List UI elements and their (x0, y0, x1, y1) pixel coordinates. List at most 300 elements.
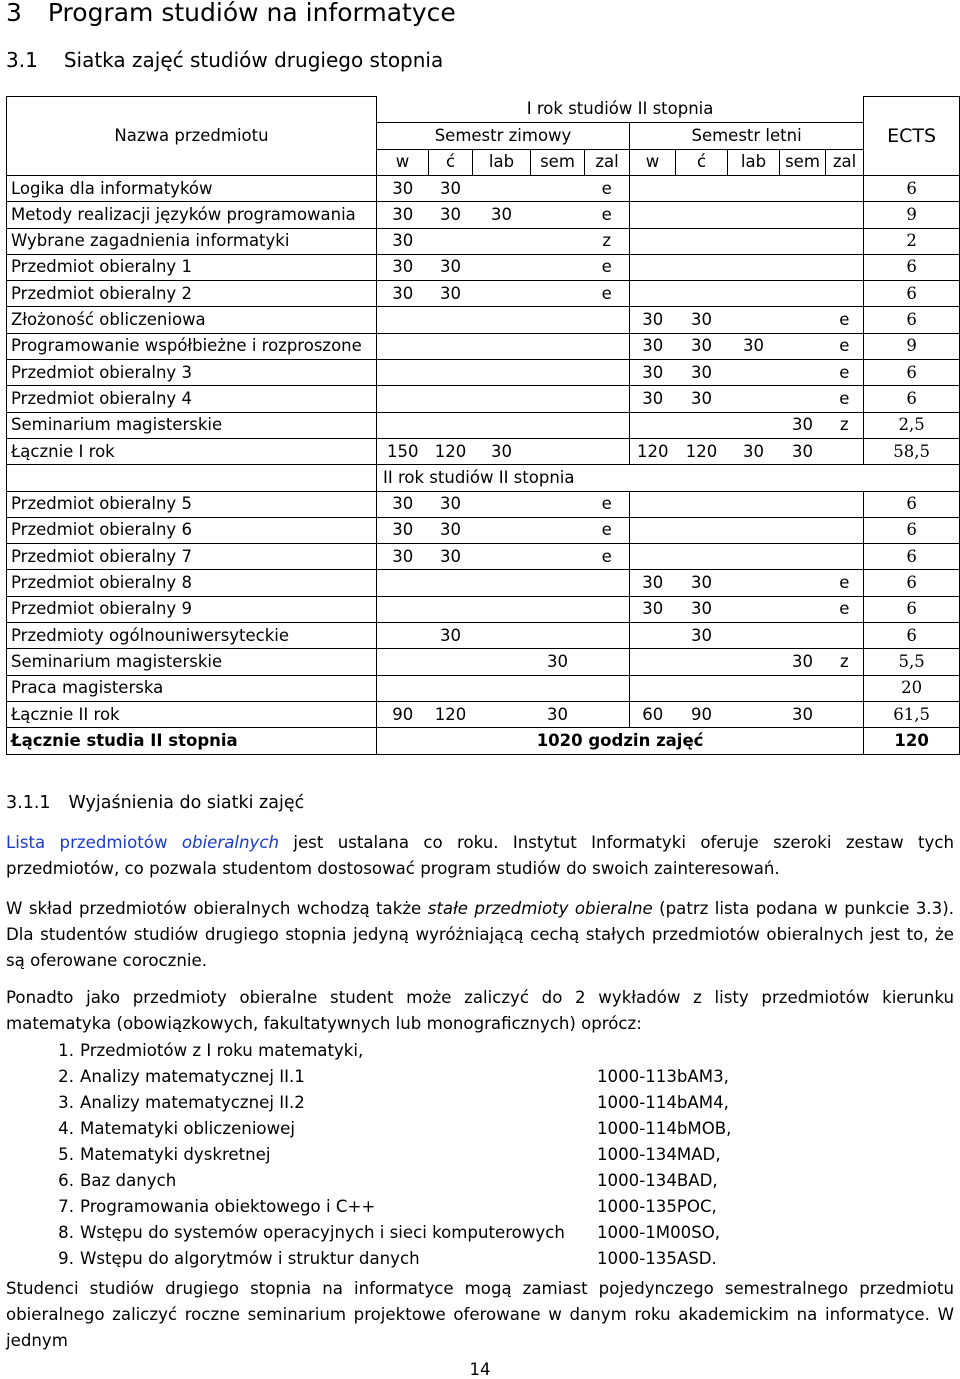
hours-cell: 30 (377, 491, 429, 517)
hours-cell: e (585, 491, 630, 517)
total-ects: 120 (864, 728, 960, 754)
empty-cell (7, 465, 377, 491)
hours-cell: 30 (377, 517, 429, 543)
hours-cell: z (585, 228, 630, 254)
table-row (7, 202, 960, 228)
hours-cell (826, 623, 864, 649)
hours-cell: 30 (429, 517, 473, 543)
list-number: 3. (58, 1093, 74, 1112)
hours-cell (377, 386, 429, 412)
hours-cell (585, 701, 630, 727)
hours-cell (377, 675, 429, 701)
chapter-title: Program studiów na informatyce (47, 0, 456, 27)
hours-cell: 30 (676, 360, 728, 386)
course-code: 1000-135POC, (597, 1197, 717, 1216)
hours-cell: 30 (676, 570, 728, 596)
hours-cell (676, 675, 728, 701)
hours-cell (531, 254, 585, 280)
subject-name: Przedmiot obieralny 7 (7, 544, 377, 570)
elective-link[interactable]: obieralnych (181, 833, 279, 852)
hours-cell: 30 (676, 623, 728, 649)
hours-cell (728, 176, 780, 202)
subject-name: Złożoność obliczeniowa (7, 307, 377, 333)
course-code: 1000-114bMOB, (597, 1119, 732, 1138)
course-name: Analizy matematycznej II.1 (80, 1067, 305, 1086)
hours-cell (473, 307, 531, 333)
course-name: Programowania obiektowego i C++ (80, 1197, 376, 1216)
list-number: 4. (58, 1119, 74, 1138)
hours-cell (676, 491, 728, 517)
table-row (7, 649, 960, 675)
hours-cell (728, 307, 780, 333)
course-code: 1000-134MAD, (597, 1145, 721, 1164)
hours-cell (676, 517, 728, 543)
hours-cell: 30 (728, 333, 780, 359)
hours-cell (728, 623, 780, 649)
hours-cell: 150 (377, 438, 429, 464)
hours-cell (377, 412, 429, 438)
hours-cell (780, 517, 826, 543)
ects-cell: 6 (864, 623, 960, 649)
hours-cell: 30 (630, 307, 676, 333)
subject-name: Praca magisterska (7, 675, 377, 701)
hours-cell (473, 649, 531, 675)
list-number: 6. (58, 1171, 74, 1190)
hours-cell (826, 675, 864, 701)
hours-cell (585, 623, 630, 649)
year2-label: II rok studiów II stopnia (377, 465, 960, 491)
list-number: 9. (58, 1249, 74, 1268)
hours-cell: e (826, 386, 864, 412)
hours-cell: 30 (676, 596, 728, 622)
hours-cell (377, 649, 429, 675)
hours-cell: 30 (676, 333, 728, 359)
paragraph-1 (6, 830, 954, 882)
hours-cell (473, 675, 531, 701)
hours-cell (780, 675, 826, 701)
subject-name: Przedmiot obieralny 4 (7, 386, 377, 412)
course-code: 1000-114bAM4, (597, 1093, 729, 1112)
table-row (7, 228, 960, 254)
hours-cell: 30 (630, 333, 676, 359)
hours-cell: 30 (429, 254, 473, 280)
hours-cell (826, 517, 864, 543)
list-number: 1. (58, 1041, 74, 1060)
hours-cell (826, 544, 864, 570)
hours-cell: 90 (676, 701, 728, 727)
hours-cell (531, 517, 585, 543)
hours-cell: 30 (630, 386, 676, 412)
hours-cell (728, 649, 780, 675)
ects-cell: 2,5 (864, 412, 960, 438)
hours-cell (473, 596, 531, 622)
table-row (7, 570, 960, 596)
hours-cell (473, 412, 531, 438)
hours-cell (473, 570, 531, 596)
subject-name: Przedmiot obieralny 1 (7, 254, 377, 280)
hours-cell: 30 (630, 596, 676, 622)
hours-cell (676, 649, 728, 675)
hours-cell (780, 623, 826, 649)
hours-cell (473, 360, 531, 386)
hours-cell (630, 412, 676, 438)
hours-cell (780, 570, 826, 596)
hours-cell: e (826, 570, 864, 596)
hours-cell (531, 228, 585, 254)
elective-list-link[interactable]: Lista przedmiotów (6, 833, 168, 852)
paragraph-4: Studenci studiów drugiego stopnia na informatyce mogą zamiast pojedynczego semestralnego przedmiotu obieralnego zaliczyć roczne seminarium projektowe oferowane w danym roku akademickim na informatyce. W jednym (6, 1279, 954, 1350)
hours-cell: 30 (377, 254, 429, 280)
hours-cell (630, 228, 676, 254)
hours-cell (826, 176, 864, 202)
hours-cell (585, 360, 630, 386)
hours-cell (531, 623, 585, 649)
hours-cell (377, 570, 429, 596)
list-number: 7. (58, 1197, 74, 1216)
course-code: 1000-134BAD, (597, 1171, 718, 1190)
header-ects: ECTS (864, 97, 960, 176)
course-name: Matematyki obliczeniowej (80, 1119, 295, 1138)
hours-cell: 30 (429, 281, 473, 307)
header-col-winter-3: sem (531, 149, 585, 176)
hours-cell (728, 386, 780, 412)
hours-cell (728, 281, 780, 307)
hours-cell (728, 675, 780, 701)
hours-cell (473, 701, 531, 727)
hours-cell (780, 360, 826, 386)
ects-cell: 20 (864, 675, 960, 701)
subject-name: Przedmiot obieralny 8 (7, 570, 377, 596)
hours-cell (826, 202, 864, 228)
hours-cell (377, 307, 429, 333)
hours-cell (826, 491, 864, 517)
hours-cell (780, 596, 826, 622)
hours-cell: 30 (473, 438, 531, 464)
hours-cell (676, 544, 728, 570)
subject-name: Przedmiot obieralny 9 (7, 596, 377, 622)
hours-cell (377, 623, 429, 649)
header-col-summer-7: lab (728, 149, 780, 176)
hours-cell (676, 281, 728, 307)
ects-cell: 6 (864, 281, 960, 307)
hours-cell (780, 386, 826, 412)
header-col-summer-6: ć (676, 149, 728, 176)
list-item (40, 1116, 731, 1142)
hours-cell (473, 254, 531, 280)
table-row (7, 176, 960, 202)
section-title: Siatka zajęć studiów drugiego stopnia (63, 48, 444, 72)
ects-cell: 2 (864, 228, 960, 254)
table-row (7, 254, 960, 280)
ects-cell: 9 (864, 202, 960, 228)
hours-cell (728, 491, 780, 517)
hours-cell: z (826, 412, 864, 438)
hours-cell (531, 176, 585, 202)
hours-cell (780, 333, 826, 359)
hours-cell (630, 202, 676, 228)
chapter-heading (6, 0, 456, 27)
hours-cell: 120 (630, 438, 676, 464)
table-row (7, 675, 960, 701)
subject-name: Metody realizacji języków programowania (7, 202, 377, 228)
hours-cell (429, 386, 473, 412)
hours-cell: 30 (429, 544, 473, 570)
list-item (40, 1038, 731, 1064)
header-col-winter-2: lab (473, 149, 531, 176)
excluded-courses-list (40, 1038, 731, 1272)
ects-cell: 6 (864, 360, 960, 386)
course-name: Wstępu do systemów operacyjnych i sieci komputerowych (80, 1223, 565, 1242)
list-item (40, 1220, 731, 1246)
hours-cell: 30 (429, 623, 473, 649)
hours-cell: 30 (377, 176, 429, 202)
total-hours: 1020 godzin zajęć (377, 728, 864, 754)
hours-cell (473, 333, 531, 359)
table-row (7, 333, 960, 359)
hours-cell: 90 (377, 701, 429, 727)
hours-cell (429, 649, 473, 675)
hours-cell (728, 596, 780, 622)
ects-cell: 6 (864, 491, 960, 517)
hours-cell (585, 386, 630, 412)
hours-cell (585, 412, 630, 438)
subject-name: Przedmiot obieralny 5 (7, 491, 377, 517)
hours-cell (780, 281, 826, 307)
subject-name: Logika dla informatyków (7, 176, 377, 202)
subject-name: Programowanie współbieżne i rozproszone (7, 333, 377, 359)
hours-cell: 120 (429, 438, 473, 464)
paragraph-1-text: jest ustalana co roku. Instytut Informatyki oferuje szeroki zestaw tych przedmiotów, co pozwala studentom dostosować program studiów do swoich zainteresowań. (6, 833, 954, 878)
list-item (40, 1246, 731, 1272)
header-subject-name: Nazwa przedmiotu (7, 97, 377, 176)
hours-cell (429, 412, 473, 438)
ects-cell: 6 (864, 386, 960, 412)
hours-cell (780, 176, 826, 202)
header-col-winter-1: ć (429, 149, 473, 176)
hours-cell: 30 (377, 544, 429, 570)
hours-cell (728, 570, 780, 596)
hours-cell (676, 254, 728, 280)
ects-cell: 6 (864, 544, 960, 570)
table-row (7, 701, 960, 727)
hours-cell (531, 544, 585, 570)
hours-cell: 30 (429, 491, 473, 517)
header-col-summer-8: sem (780, 149, 826, 176)
hours-cell: 30 (780, 412, 826, 438)
list-item (40, 1142, 731, 1168)
hours-cell: e (826, 360, 864, 386)
subject-name: Przedmiot obieralny 2 (7, 281, 377, 307)
list-number: 2. (58, 1067, 74, 1086)
hours-cell (780, 254, 826, 280)
hours-cell: 30 (429, 202, 473, 228)
hours-cell (473, 623, 531, 649)
course-name: Przedmiotów z I roku matematyki, (80, 1041, 364, 1060)
table-row (7, 517, 960, 543)
subject-name: Przedmiot obieralny 3 (7, 360, 377, 386)
table-row (7, 544, 960, 570)
course-name: Wstępu do algorytmów i struktur danych (80, 1249, 420, 1268)
hours-cell (630, 649, 676, 675)
ects-cell: 6 (864, 176, 960, 202)
hours-cell (531, 307, 585, 333)
paragraph-2-b: (patrz lista podana w punkcie 3.3). Dla studentów studiów drugiego stopnia jedyną wyróżniającą cechą stałych przedmiotów obieralnych jest to, że są oferowane corocznie. (6, 899, 954, 970)
hours-cell (531, 281, 585, 307)
hours-cell (531, 386, 585, 412)
hours-cell: 30 (630, 360, 676, 386)
section-heading (6, 48, 443, 72)
hours-cell (780, 491, 826, 517)
ects-cell: 6 (864, 596, 960, 622)
hours-cell (728, 412, 780, 438)
hours-cell: 30 (780, 701, 826, 727)
hours-cell (780, 307, 826, 333)
paragraph-2 (6, 896, 954, 974)
hours-cell (473, 517, 531, 543)
subsection-title: Wyjaśnienia do siatki zajęć (68, 793, 305, 813)
hours-cell: 30 (377, 281, 429, 307)
course-name: Analizy matematycznej II.2 (80, 1093, 305, 1112)
hours-cell: e (585, 176, 630, 202)
hours-cell (531, 675, 585, 701)
hours-cell: 30 (531, 649, 585, 675)
header-winter: Semestr zimowy (377, 123, 630, 150)
header-col-winter-0: w (377, 149, 429, 176)
paragraph-2-a: W skład przedmiotów obieralnych wchodzą także (6, 899, 428, 918)
hours-cell: z (826, 649, 864, 675)
hours-cell (728, 517, 780, 543)
table-row (7, 281, 960, 307)
hours-cell (429, 570, 473, 596)
hours-cell: e (826, 333, 864, 359)
header-summer: Semestr letni (630, 123, 864, 150)
course-code: 1000-1M00SO, (597, 1223, 721, 1242)
list-number: 8. (58, 1223, 74, 1242)
hours-cell: 30 (377, 202, 429, 228)
hours-cell: e (585, 517, 630, 543)
hours-cell (473, 491, 531, 517)
total-label: Łącznie studia II stopnia (7, 728, 377, 754)
hours-cell (585, 649, 630, 675)
subject-name: Łącznie II rok (7, 701, 377, 727)
hours-cell (429, 675, 473, 701)
hours-cell (826, 228, 864, 254)
hours-cell (728, 544, 780, 570)
hours-cell (473, 544, 531, 570)
hours-cell (676, 228, 728, 254)
course-code: 1000-135ASD. (597, 1249, 717, 1268)
hours-cell (473, 176, 531, 202)
hours-cell: e (585, 281, 630, 307)
hours-cell (630, 623, 676, 649)
hours-cell: 30 (630, 570, 676, 596)
hours-cell (377, 360, 429, 386)
table-row (7, 623, 960, 649)
header-year1: I rok studiów II stopnia (377, 97, 864, 123)
hours-cell (728, 360, 780, 386)
hours-cell (780, 202, 826, 228)
table-row (7, 360, 960, 386)
subject-name: Seminarium magisterskie (7, 649, 377, 675)
hours-cell (826, 281, 864, 307)
hours-cell (585, 438, 630, 464)
hours-cell (531, 333, 585, 359)
table-row (7, 386, 960, 412)
hours-cell: 120 (429, 701, 473, 727)
hours-cell: 30 (676, 307, 728, 333)
hours-cell (531, 412, 585, 438)
hours-cell (473, 281, 531, 307)
subsection-number: 3.1.1 (6, 793, 51, 813)
ects-cell: 61,5 (864, 701, 960, 727)
hours-cell: 30 (780, 438, 826, 464)
ects-cell: 6 (864, 517, 960, 543)
ects-cell: 9 (864, 333, 960, 359)
hours-cell (429, 228, 473, 254)
hours-cell: 30 (780, 649, 826, 675)
hours-cell (780, 544, 826, 570)
hours-cell (826, 701, 864, 727)
list-number: 5. (58, 1145, 74, 1164)
ects-cell: 6 (864, 307, 960, 333)
hours-cell (531, 491, 585, 517)
year2-separator-row (7, 465, 960, 491)
hours-cell: e (826, 596, 864, 622)
paragraph-3: Ponadto jako przedmioty obieralne student może zaliczyć do 2 wykładów z listy przedmiotów kierunku matematyka (obowiązkowych, fakultatywnych lub monograficznych) oprócz: (6, 988, 954, 1033)
page-number: 14 (469, 1360, 491, 1379)
subject-name: Wybrane zagadnienia informatyki (7, 228, 377, 254)
hours-cell (826, 254, 864, 280)
hours-cell (630, 675, 676, 701)
hours-cell: 120 (676, 438, 728, 464)
paragraph-2-emphasis: stałe przedmioty obieralne (427, 899, 653, 918)
hours-cell (630, 254, 676, 280)
section-number: 3.1 (6, 48, 38, 72)
hours-cell (531, 596, 585, 622)
hours-cell: 30 (676, 386, 728, 412)
subject-name: Łącznie I rok (7, 438, 377, 464)
hours-cell (531, 570, 585, 596)
hours-cell (630, 176, 676, 202)
hours-cell (473, 228, 531, 254)
header-col-winter-4: zal (585, 149, 630, 176)
hours-cell (429, 333, 473, 359)
course-name: Matematyki dyskretnej (80, 1145, 271, 1164)
hours-cell (728, 254, 780, 280)
hours-cell (429, 307, 473, 333)
table-row (7, 491, 960, 517)
hours-cell: e (585, 202, 630, 228)
ects-cell: 5,5 (864, 649, 960, 675)
header-col-summer-5: w (630, 149, 676, 176)
hours-cell (585, 675, 630, 701)
hours-cell: 30 (429, 176, 473, 202)
hours-cell (728, 228, 780, 254)
course-code: 1000-113bAM3, (597, 1067, 729, 1086)
ects-cell: 6 (864, 570, 960, 596)
table-row (7, 307, 960, 333)
hours-cell (676, 202, 728, 228)
hours-cell: 30 (473, 202, 531, 228)
hours-cell (780, 228, 826, 254)
subject-name: Seminarium magisterskie (7, 412, 377, 438)
chapter-number: 3 (6, 0, 22, 27)
hours-cell (826, 438, 864, 464)
total-row (7, 728, 960, 754)
header-col-summer-9: zal (826, 149, 864, 176)
hours-cell (377, 596, 429, 622)
table-row (7, 438, 960, 464)
